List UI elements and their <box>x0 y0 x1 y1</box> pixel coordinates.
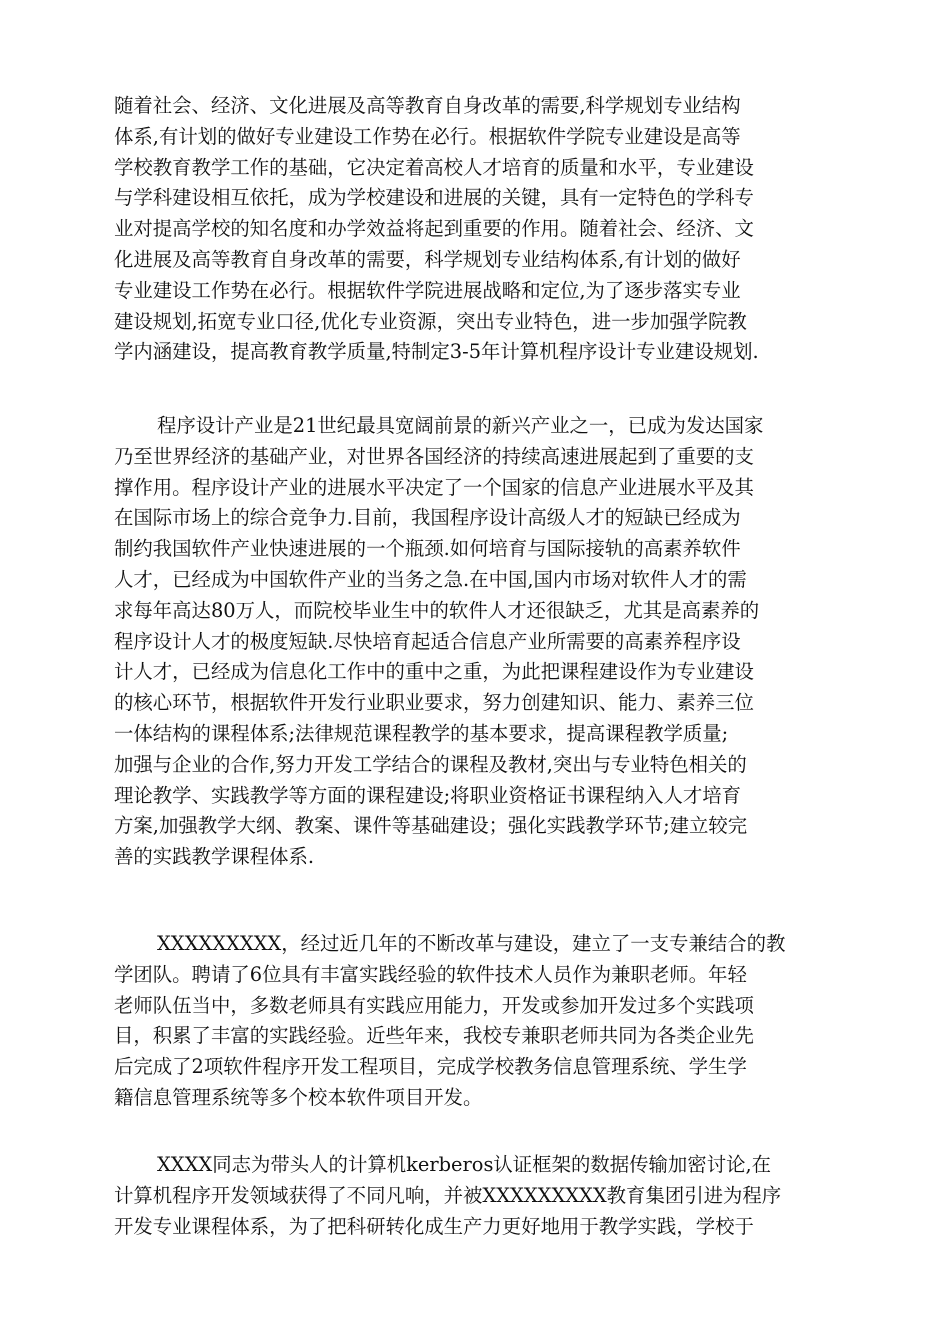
text-line: 建设规划,拓宽专业口径,优化专业资源，突出专业特色，进一步加强学院教 <box>114 309 747 333</box>
text-line: 随着社会、经济、文化进展及高等教育自身改革的需要,科学规划专业结构 <box>114 94 741 117</box>
text-line: 开发专业课程体系，为了把科研转化成生产力更好地用于教学实践，学校于 <box>114 1214 754 1238</box>
text-line: 理论教学、实践教学等方面的课程建设;将职业资格证书课程纳入人才培育 <box>114 783 742 807</box>
text-line: 求每年高达80万人，而院校毕业生中的软件人才还很缺乏，尤其是高素养的 <box>114 598 760 622</box>
text-line: 学团队。聘请了6位具有丰富实践经验的软件技术人员作为兼职老师。年轻 <box>114 962 747 986</box>
text-line: 学校教育教学工作的基础，它决定着高校人才培育的质量和水平，专业建设 <box>114 155 754 179</box>
paragraph-2 <box>114 411 874 873</box>
text-line: XXXXXXXXX，经过近几年的不断改革与建设，建立了一支专兼结合的教 <box>157 932 786 955</box>
text-line: 加强与企业的合作,努力开发工学结合的课程及教材,突出与专业特色相关的 <box>114 752 747 776</box>
text-line: 一体结构的课程体系;法律规范课程教学的基本要求，提高课程教学质量; <box>114 721 729 745</box>
text-line: 目，积累了丰富的实践经验。近些年来，我校专兼职老师共同为各类企业先 <box>114 1024 754 1048</box>
text-line: 专业建设工作势在必行。根据软件学院进展战略和定位,为了逐步落实专业 <box>114 278 741 302</box>
text-line: 老师队伍当中，多数老师具有实践应用能力，开发或参加开发过多个实践项 <box>114 993 754 1017</box>
text-line: 计算机程序开发领域获得了不同凡响，并被XXXXXXXXX教育集团引进为程序 <box>114 1183 782 1207</box>
text-line: 后完成了2项软件程序开发工程项目，完成学校教务信息管理系统、学生学 <box>114 1055 747 1079</box>
text-line: 与学科建设相互依托，成为学校建设和进展的关键，具有一定特色的学科专 <box>114 186 754 210</box>
paragraph-4 <box>114 1150 874 1242</box>
text-line: 撑作用。程序设计产业的进展水平决定了一个国家的信息产业进展水平及其 <box>114 475 754 499</box>
paragraph-1 <box>114 91 874 368</box>
text-line: XXXX同志为带头人的计算机kerberos认证框架的数据传输加密讨论,在 <box>157 1153 772 1176</box>
text-line: 化进展及高等教育自身改革的需要，科学规划专业结构体系,有计划的做好 <box>114 247 741 271</box>
text-line: 的核心环节，根据软件开发行业职业要求，努力创建知识、能力、素养三位 <box>114 691 754 715</box>
text-line: 善的实践教学课程体系. <box>114 845 315 869</box>
text-line: 业对提高学校的知名度和办学效益将起到重要的作用。随着社会、经济、文 <box>114 217 754 241</box>
text-line: 程序设计人才的极度短缺.尽快培育起适合信息产业所需要的高素养程序设 <box>114 629 741 653</box>
text-line: 方案,加强教学大纲、教案、课件等基础建设；强化实践教学环节;建立较完 <box>114 814 748 838</box>
text-line: 体系,有计划的做好专业建设工作势在必行。根据软件学院专业建设是高等 <box>114 124 741 148</box>
text-line: 籍信息管理系统等多个校本软件项目开发。 <box>114 1085 483 1109</box>
paragraph-3 <box>114 929 874 1114</box>
text-line: 计人才，已经成为信息化工作中的重中之重，为此把课程建设作为专业建设 <box>114 660 754 684</box>
text-line: 乃至世界经济的基础产业，对世界各国经济的持续高速进展起到了重要的支 <box>114 444 754 468</box>
text-line: 学内涵建设，提高教育教学质量,特制定3-5年计算机程序设计专业建设规划. <box>114 340 759 364</box>
text-line: 在国际市场上的综合竞争力.目前，我国程序设计高级人才的短缺已经成为 <box>114 506 741 530</box>
text-line: 人才，已经成为中国软件产业的当务之急.在中国,国内市场对软件人才的需 <box>114 567 747 591</box>
text-line: 程序设计产业是21世纪最具宽阔前景的新兴产业之一，已成为发达国家 <box>157 414 764 437</box>
text-line: 制约我国软件产业快速进展的一个瓶颈.如何培育与国际接轨的高素养软件 <box>114 537 741 561</box>
